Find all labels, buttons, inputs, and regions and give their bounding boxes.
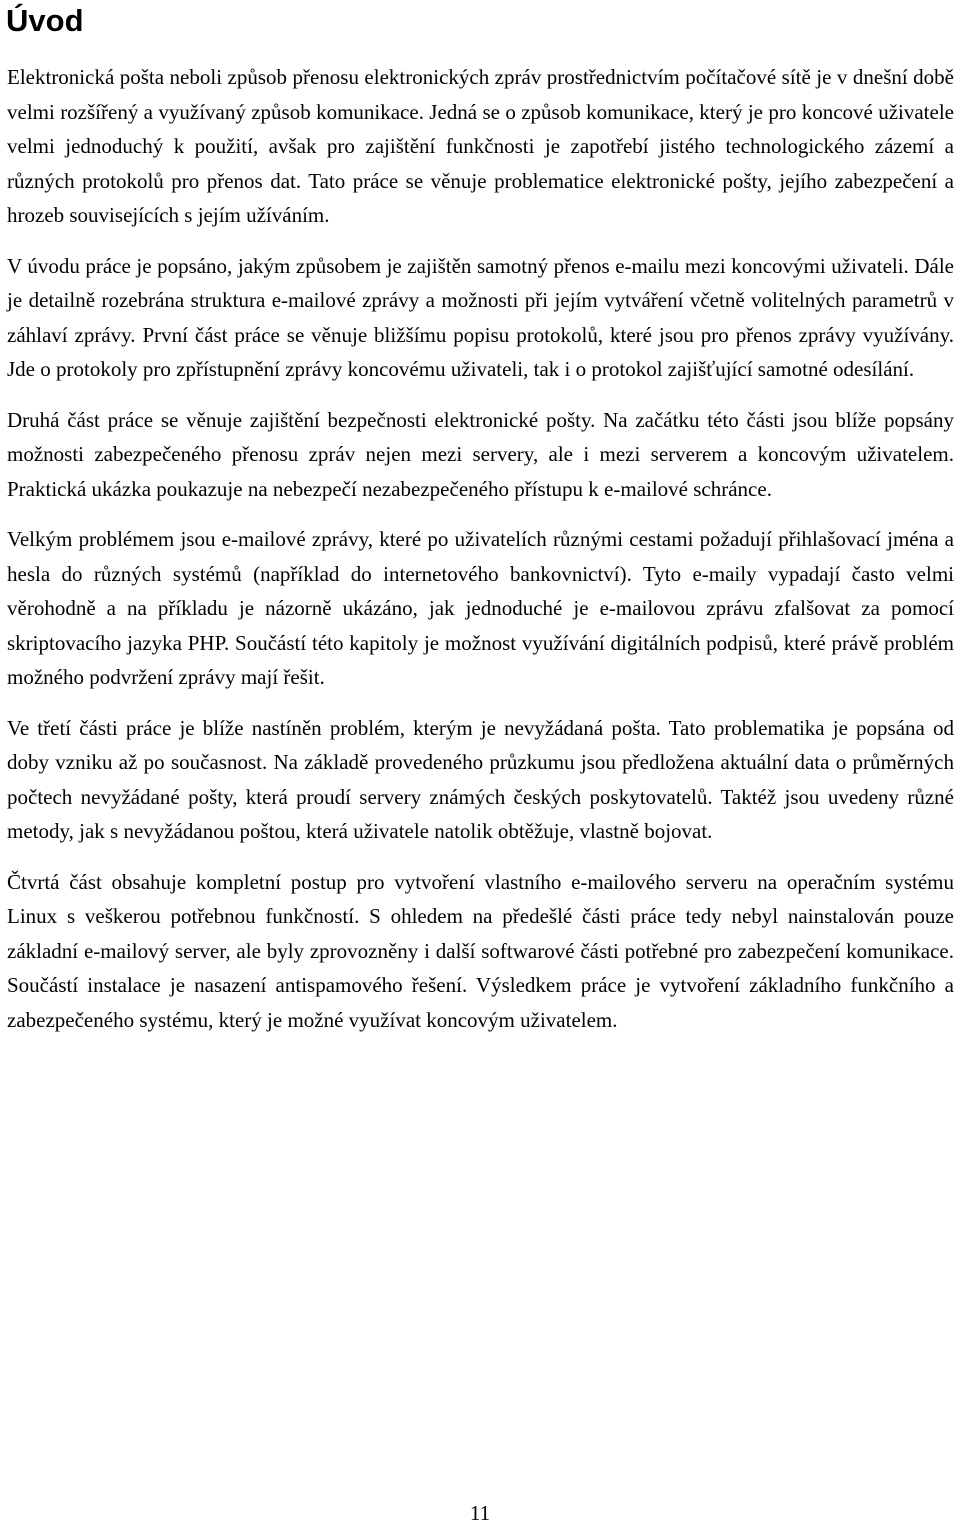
paragraph-intro: Elektronická pošta neboli způsob přenosu elektronických zpráv prostřednictvím počítačové sítě je v dnešní době velmi rozšířený a využívaný způsob komunikace. Jedná se o způsob komunikace, který je pro koncové uživatele velmi jednoduchý k použití, avšak pro zajištění funkčnosti je zapotřebí jistého technologického zázemí a různých protokolů pro přenos dat. Tato práce se věnuje problematice elektronické pošty, jejího zabezpečení a hrozeb souvisejících s jejím užíváním. <box>7 65 954 227</box>
paragraph-server: Čtvrtá část obsahuje kompletní postup pro vytvoření vlastního e-mailového serveru na operačním systému Linux s veškerou potřebnou funkčností. S ohledem na předešlé části práce tedy nebyl nainstalován pouze základní e-mailový server, ale byly zprovozněny i další softwarové části potřebné pro zabezpečení komunikace. Součástí instalace je nasazení antispamového řešení. Výsledkem práce je vytvoření základního funkčního a zabezpečeného systému, který je možné využívat koncovým uživatelem. <box>7 869 954 1032</box>
section-heading: Úvod <box>6 3 84 38</box>
body-text <box>7 60 954 1037</box>
page-number: 11 <box>469 1501 491 1525</box>
paragraph-phishing: Velkým problémem jsou e-mailové zprávy, které po uživatelích různými cestami požadují přihlašovací jména a hesla do různých systémů (například do internetového bankovnictví). Tyto e-maily vypadají často velmi věrohodně a na příkladu je názorně ukázáno, jak jednoduché je e-mailovou zprávu zfalšovat za pomocí skriptovacího jazyka PHP. Součástí této kapitoly je možnost využívání digitálních podpisů, které právě problém možného podvržení zprávy mají řešit. <box>7 527 954 689</box>
paragraph-protocols: V úvodu práce je popsáno, jakým způsobem je zajištěn samotný přenos e-mailu mezi koncovými uživateli. Dále je detailně rozebrána struktura e-mailové zprávy a možnosti při jejím vytváření včetně volitelných parametrů v záhlaví zprávy. První část práce se věnuje bližšímu popisu protokolů, které jsou pro přenos zprávy využívány. Jde o protokoly pro zpřístupnění zprávy koncovému uživateli, tak i o protokol zajišťující samotné odesílání. <box>7 253 954 381</box>
paragraph-security: Druhá část práce se věnuje zajištění bezpečnosti elektronické pošty. Na začátku této části jsou blíže popsány možnosti zabezpečeného přenosu zpráv nejen mezi servery, ale i mezi serverem a koncovým uživatelem. Praktická ukázka poukazuje na nebezpečí nezabezpečeného přístupu k e-mailové schránce. <box>7 407 954 501</box>
paragraph-spam: Ve třetí části práce je blíže nastíněn problém, kterým je nevyžádaná pošta. Tato problematika je popsána od doby vzniku až po současnost. Na základě provedeného průzkumu jsou předložena aktuální data o průměrných počtech nevyžádané pošty, která proudí servery známých českých poskytovatelů. Taktéž jsou uvedeny různé metody, jak s nevyžádanou poštou, která uživatele natolik obtěžuje, vlastně bojovat. <box>7 715 954 843</box>
